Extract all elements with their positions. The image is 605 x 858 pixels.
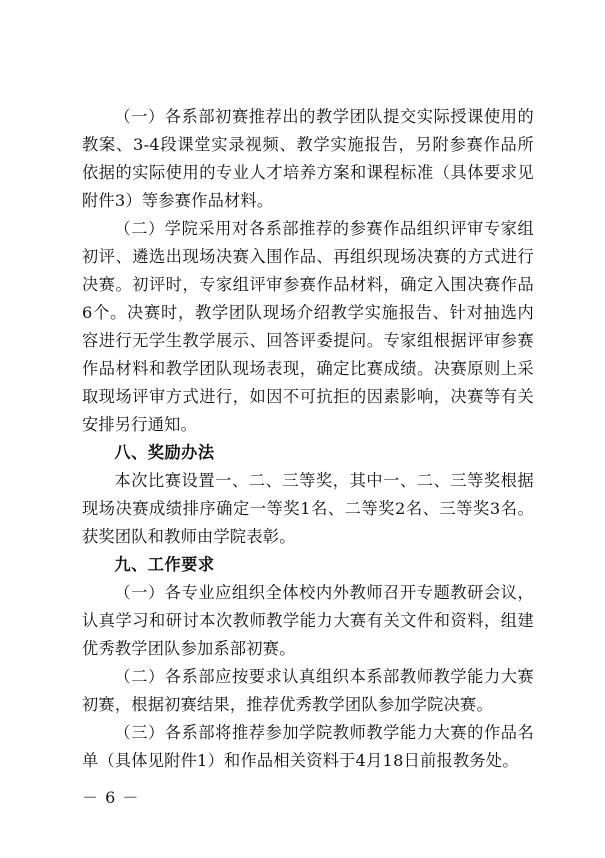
section-heading-work-requirements: 九、工作要求 <box>114 555 215 574</box>
paragraph-awards: 本次比赛设置一、二、三等奖，其中一、二、三等奖根据现场决赛成绩排序确定一等奖1名、二等奖2名、三等奖3名。获奖团队和教师由学院表彰。 <box>82 471 534 546</box>
paragraph-submission-materials: （一）各系部初赛推荐出的教学团队提交实际授课使用的教案、3-4段课堂实录视频、教学实施报告，另附参赛作品所依据的实际使用的专业人才培养方案和课程标准（具体要求见附件3）等参赛作品材料。 <box>82 107 534 210</box>
paragraph-requirement-3: （三）各系部将推荐参加学院教师教学能力大赛的作品名单（具体见附件1）和作品相关资料于4月18日前报教务处。 <box>82 723 534 770</box>
paragraph-evaluation-process: （二）学院采用对各系部推荐的参赛作品组织评审专家组初评、遴选出现场决赛入围作品、再组织现场决赛的方式进行决赛。初评时，专家组评审参赛作品材料，确定入围决赛作品6个。决赛时，教学团队现场介绍教学实施报告、针对抽选内容进行无学生教学展示、回答评委提问。专家组根据评审参赛作品材料和教学团队现场表现，确定比赛成绩。决赛原则上采取现场评审方式进行，如因不可抗拒的因素影响，决赛等有关安排另行通知。 <box>82 219 534 434</box>
document-body <box>82 103 534 775</box>
paragraph-requirement-1: （一）各专业应组织全体校内外教师召开专题教研会议，认真学习和研讨本次教师教学能力大赛有关文件和资料，组建优秀教学团队参加系部初赛。 <box>82 583 534 658</box>
page-number: － 6 － <box>82 788 140 807</box>
paragraph-requirement-2: （二）各系部应按要求认真组织本系部教师教学能力大赛初赛，根据初赛结果，推荐优秀教学团队参加学院决赛。 <box>82 667 534 714</box>
section-heading-awards: 八、奖励办法 <box>114 443 215 462</box>
